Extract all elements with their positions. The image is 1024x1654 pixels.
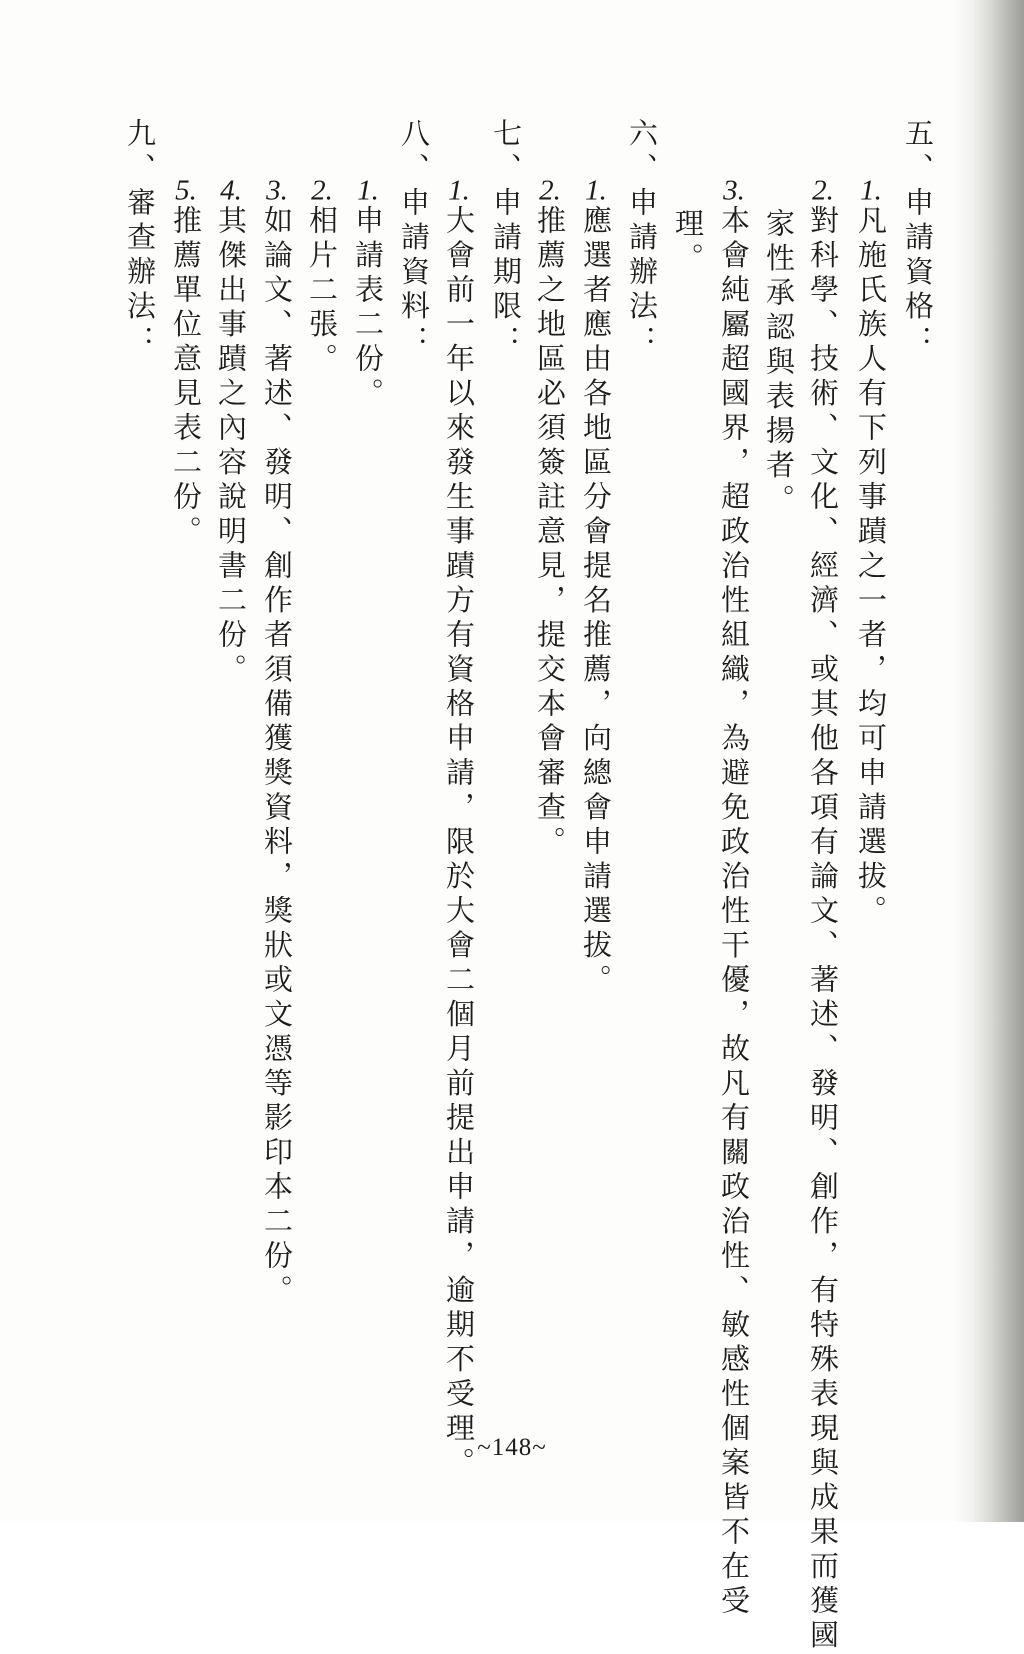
item-number: 5. (175, 176, 197, 205)
item-number: 1. (357, 176, 379, 205)
line-text: 推薦單位意見表二份。 (169, 205, 203, 550)
line-text: 如論文、著述、發明、創作者須備獲獎資料，獎狀或文憑等影印本二份。 (260, 205, 294, 1309)
item-number: 1. (860, 176, 882, 205)
line-text: 八、申請資料： (397, 118, 431, 360)
line-text: 九、審查辦法： (123, 118, 157, 360)
list-item-5-2 (801, 176, 845, 1654)
line-text: 凡施氏族人有下列事蹟之一者，均可申請選拔。 (854, 205, 888, 930)
binding-shadow (954, 0, 972, 1522)
item-number: 3. (266, 176, 288, 205)
list-item-6-2 (528, 176, 572, 1486)
list-item-8-2 (300, 176, 344, 1486)
item-number: 2. (539, 176, 561, 205)
item-number: 2. (812, 176, 834, 205)
line-text: 申請表二份。 (351, 205, 385, 412)
list-item-5-2-continued (757, 208, 801, 1518)
line-text: 七、申請期限： (489, 118, 523, 360)
list-item-5-3 (712, 176, 756, 1620)
list-item-6-1 (574, 176, 618, 1486)
line-text: 應選者應由各地區分會提名推薦，向總會申請選拔。 (579, 205, 613, 999)
list-item-7-1 (437, 176, 481, 1486)
book-binding-edge (972, 0, 1024, 1522)
page-number: ~148~ (477, 1434, 547, 1461)
line-text: 五、申請資格： (901, 118, 935, 360)
line-text: 相片二張。 (305, 205, 339, 378)
line-text: 六、申請辦法： (625, 118, 659, 360)
item-number: 4. (220, 176, 242, 205)
line-text: 對科學、技術、文化、經濟、或其他各項有論文、著述、發明、創作，有特殊表現與成果而獲國 (806, 205, 840, 1654)
list-item-8-4 (209, 176, 253, 1486)
item-number: 1. (585, 176, 607, 205)
line-text: 本會純屬超國界，超政治性組織，為避免政治性干優，故凡有關政治性、敏感性個案皆不在受 (717, 205, 751, 1620)
section-heading-8 (392, 118, 436, 1428)
section-heading-5 (896, 118, 940, 1428)
list-item-8-5 (164, 176, 208, 1486)
item-number: 1. (448, 176, 470, 205)
line-text: 家性承認與表揚者。 (762, 208, 796, 519)
line-text: 推薦之地區必須簽註意見，提交本會審查。 (533, 205, 567, 861)
line-text: 理。 (671, 208, 705, 277)
item-number: 3. (723, 176, 745, 205)
line-text: 其傑出事蹟之內容說明書二份。 (214, 205, 248, 688)
section-heading-6 (620, 118, 664, 1428)
list-item-8-1 (346, 176, 390, 1486)
list-item-5-1 (849, 176, 893, 1486)
list-item-5-3-continued (666, 208, 710, 1518)
item-number: 2. (311, 176, 333, 205)
section-heading-9 (118, 118, 162, 1428)
section-heading-7 (484, 118, 528, 1428)
list-item-8-3 (255, 176, 299, 1486)
line-text: 大會前一年以來發生事蹟方有資格申請，限於大會二個月前提出申請，逾期不受理。 (442, 205, 476, 1482)
